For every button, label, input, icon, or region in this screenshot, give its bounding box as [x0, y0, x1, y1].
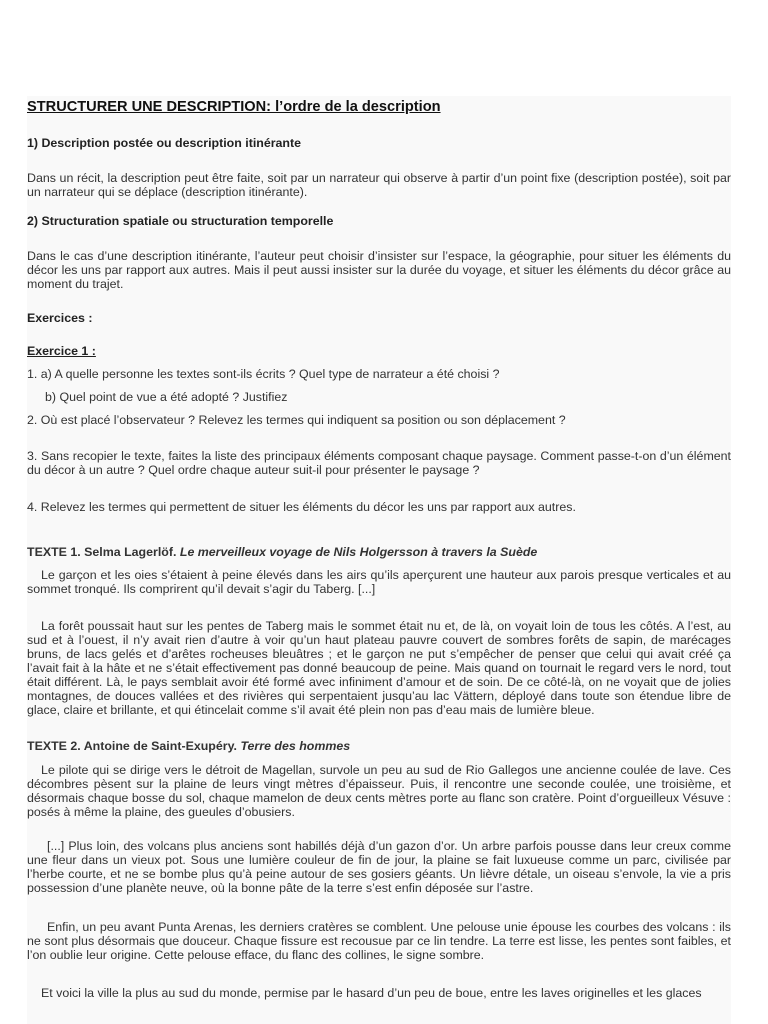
section2-heading: 2) Structuration spatiale ou structuration temporelle	[27, 214, 334, 228]
question-1b: b) Quel point de vue a été adopté ? Justifiez	[45, 390, 288, 404]
texte1-heading	[27, 545, 731, 559]
texte2-paragraph-4: Et voici la ville la plus au sud du monde, permise par le hasard d’un peu de boue, entre les laves originelles et les glaces	[41, 986, 702, 1000]
section1-text: Dans un récit, la description peut être faite, soit par un narrateur qui observe à partir d’un point fixe (description postée), soit par un narrateur qui se déplace (description itinérante).	[27, 171, 731, 199]
texte1-book-title: Le merveilleux voyage de Nils Holgersson à travers la Suède	[179, 545, 538, 559]
texte1-paragraph-1: Le garçon et les oies s’étaient à peine élevés dans les airs qu’ils aperçurent une hauteur aux parois presque verticales et au sommet tronqué. Ils comprirent qu’il devait s’agir du Taberg. [...]	[27, 568, 731, 596]
texte2-book-title: Terre des hommes	[240, 739, 351, 753]
texte1-label: TEXTE 1. Selma Lagerlöf.	[27, 545, 180, 559]
question-4: 4. Relevez les termes qui permettent de situer les éléments du décor les uns par rapport aux autres.	[27, 500, 576, 514]
exercices-heading: Exercices :	[27, 311, 93, 325]
question-2: 2. Où est placé l’observateur ? Relevez les termes qui indiquent sa position ou son déplacement ?	[27, 413, 566, 427]
document-page	[27, 96, 731, 1024]
question-3: 3. Sans recopier le texte, faites la liste des principaux éléments composant chaque paysage. Comment passe-t-on d’un élément du décor à un autre ? Quel ordre chaque auteur suit-il pour présenter le paysage ?	[27, 449, 731, 477]
section1-heading: 1) Description postée ou description itinérante	[27, 136, 302, 150]
question-1a: 1. a) A quelle personne les textes sont-ils écrits ? Quel type de narrateur a été choisi ?	[27, 367, 500, 381]
texte1-paragraph-2: La forêt poussait haut sur les pentes de Taberg mais le sommet était nu et, de là, on voyait loin de tous les côtés. A l’est, au sud et à l’ouest, il n’y avait rien d’autre à voir qu’un haut plateau pauvre couvert de sombres forêts de sapin, de marécages bruns, de lacs gelés et d’arêtes rocheuses bleuâtres ; et le garçon ne put s’empêcher de penser que celui qui avait créé ça l’avait fait à la hâte et ne s’était effectivement pas donné beaucoup de peine. Mais quand on tournait le regard vers le nord, tout était différent. Là, le pays semblait avoir été formé avec infiniment d’amour et de soin. De ce côté-là, on ne voyait que de jolies montagnes, de douces vallées et des rivières qui serpentaient jusqu’au lac Vättern, déployé dans toute son étendue libre de glace, claire et brillante, et qui étincelait comme s’il avait été plein non pas d’eau mais de lumière bleue.	[27, 619, 731, 717]
texte2-label: TEXTE 2. Antoine de Saint-Exupéry.	[27, 739, 241, 753]
exercice1-heading: Exercice 1 :	[27, 344, 96, 358]
section2-text: Dans le cas d’une description itinérante, l’auteur peut choisir d’insister sur l’espace, la géographie, pour situer les éléments du décor les uns par rapport aux autres. Mais il peut aussi insister sur la durée du voyage, et situer les éléments du décor grâce au moment du trajet.	[27, 249, 731, 291]
texte2-heading	[27, 739, 731, 753]
page-title: STRUCTURER UNE DESCRIPTION: l’ordre de la description	[27, 99, 441, 115]
texte2-paragraph-1: Le pilote qui se dirige vers le détroit de Magellan, survole un peu au sud de Rio Gallegos une ancienne coulée de lave. Ces décombres pèsent sur la plaine de leurs vingt mètres d’épaisseur. Puis, il rencontre une seconde coulée, une troisième, et désormais chaque bosse du sol, chaque mamelon de deux cents mètres porte au flanc son cratère. Point d’orgueilleux Vésuve : posés à même la plaine, des gueules d’obusiers.	[27, 763, 731, 819]
texte2-paragraph-3: Enfin, un peu avant Punta Arenas, les derniers cratères se comblent. Une pelouse unie épouse les courbes des volcans : ils ne sont plus désormais que douceur. Chaque fissure est recousue par ce lin tendre. La terre est lisse, les pentes sont faibles, et l’on oublie leur origine. Cette pelouse efface, du flanc des collines, le signe sombre.	[27, 920, 731, 962]
texte2-paragraph-2: [...] Plus loin, des volcans plus anciens sont habillés déjà d’un gazon d’or. Un arbre parfois pousse dans leur creux comme une fleur dans un vieux pot. Sous une lumière couleur de fin de jour, la plaine se fait luxueuse comme un parc, civilisée par l’herbe courte, et ne se bombe plus qu’à peine autour de ses gosiers géants. Un lièvre détale, un oiseau s’envole, la vie a pris possession d’une planète neuve, où la bonne pâte de la terre s’est enfin déposée sur l’astre.	[27, 839, 731, 895]
